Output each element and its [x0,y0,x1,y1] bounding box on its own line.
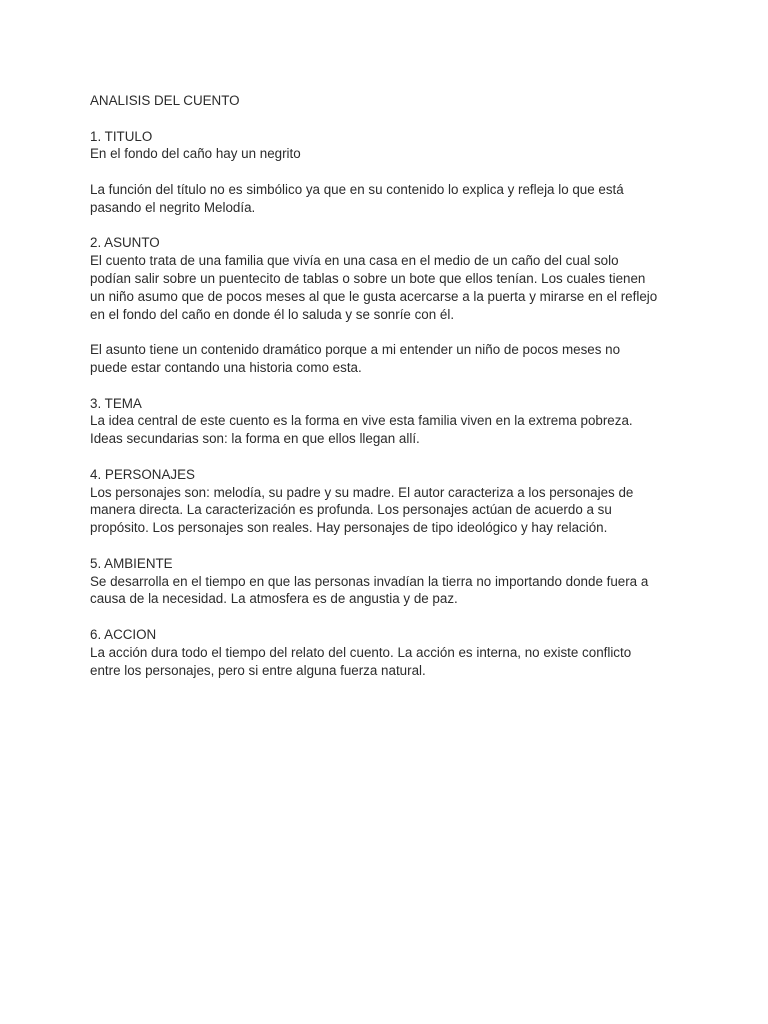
section-heading: 3. TEMA [90,395,142,411]
paragraph [90,644,696,680]
text-line: propósito. Los personajes son reales. Hay personajes de tipo ideológico y hay relación. [90,520,608,536]
section-heading: 2. ASUNTO [90,235,160,251]
paragraph [90,181,696,217]
paragraph [90,484,696,537]
section-heading: 5. AMBIENTE [90,555,173,571]
text-line: En el fondo del caño hay un negrito [90,146,301,162]
text-line: El asunto tiene un contenido dramático porque a mi entender un niño de pocos meses no [90,342,621,358]
paragraph [90,341,696,377]
text-line: un niño asumo que de pocos meses al que le gusta acercarse a la puerta y mirarse en el reflejo [90,288,658,304]
text-line: podían salir sobre un puentecito de tablas o sobre un bote que ellos tenían. Los cuales tienen [90,270,646,286]
section-heading: 4. PERSONAJES [90,466,195,482]
paragraph [90,252,696,323]
document-body [90,128,696,680]
text-line: en el fondo del caño en donde él lo saluda y se sonríe con él. [90,306,455,322]
text-line: La idea central de este cuento es la forma en vive esta familia viven en la extrema pobreza. [90,413,633,429]
section-heading: 1. TITULO [90,128,153,144]
document-title: ANALISIS DEL CUENTO [90,93,240,108]
text-line: Ideas secundarias son: la forma en que ellos llegan allí. [90,431,420,447]
section-4 [90,466,696,537]
text-line: Se desarrolla en el tiempo en que las personas invadían la tierra no importando donde fuera a [90,573,649,589]
section-1 [90,128,696,217]
paragraph [90,412,696,448]
paragraph [90,573,696,609]
text-line: puede estar contando una historia como esta. [90,359,362,375]
section-2 [90,234,696,376]
text-line: El cuento trata de una familia que vivía en una casa en el medio de un caño del cual solo [90,253,619,269]
text-line: manera directa. La caracterización es profunda. Los personajes actúan de acuerdo a su [90,502,612,518]
paragraph [90,145,696,163]
text-line: La acción dura todo el tiempo del relato del cuento. La acción es interna, no existe conflicto [90,644,632,660]
text-line: pasando el negrito Melodía. [90,199,256,215]
text-line: La función del título no es simbólico ya que en su contenido lo explica y refleja lo que está [90,181,624,197]
section-6 [90,626,696,679]
section-5 [90,555,696,608]
section-heading: 6. ACCION [90,626,157,642]
text-line: entre los personajes, pero si entre alguna fuerza natural. [90,662,426,678]
text-line: Los personajes son: melodía, su padre y su madre. El autor caracteriza a los personajes de [90,484,634,500]
text-line: causa de la necesidad. La atmosfera es de angustia y de paz. [90,591,458,607]
section-3 [90,395,696,448]
